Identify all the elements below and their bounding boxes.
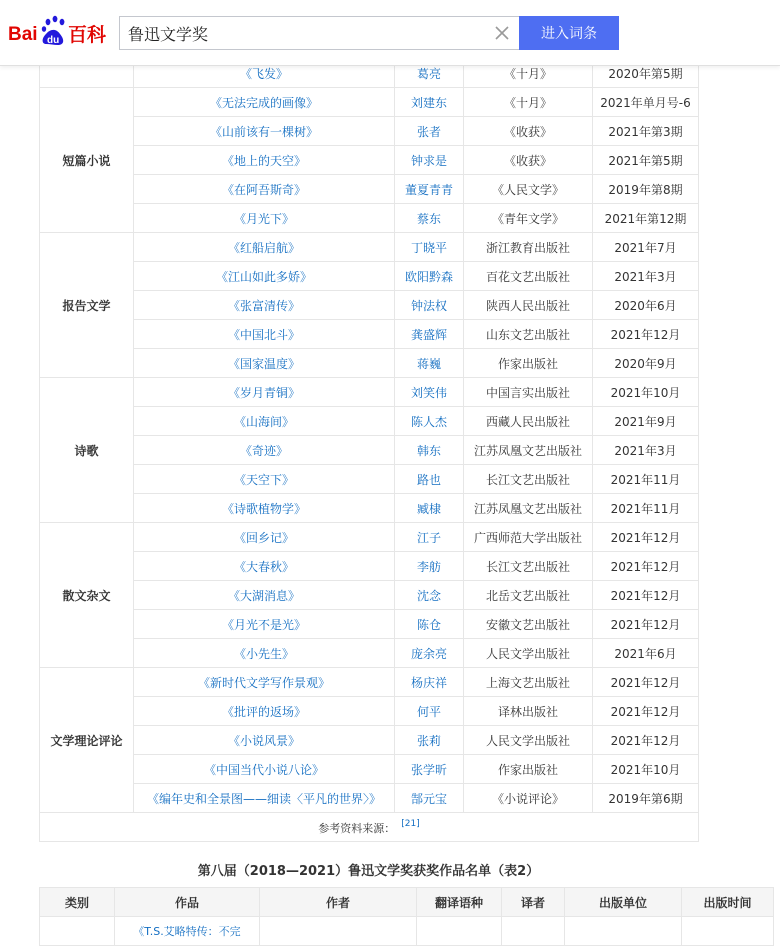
work-link[interactable]: 《批评的返场》 [134,697,395,726]
author-link[interactable]: 江子 [395,523,464,552]
date-cell: 2021年10月 [593,378,699,407]
table-row [40,204,699,233]
category-cell: 短篇小说 [40,88,134,233]
author-link[interactable]: 葛亮 [395,59,464,88]
work-link[interactable]: 《月光下》 [134,204,395,233]
svg-text:Bai: Bai [8,24,38,45]
winners-table-2 [39,887,774,946]
table-row [40,581,699,610]
publisher-cell: 上海文艺出版社 [464,668,593,697]
table-row [40,262,699,291]
work-link[interactable]: 《大春秋》 [134,552,395,581]
date-cell: 2021年11月 [593,494,699,523]
date-cell [682,917,774,946]
baike-logo-icon [8,14,112,52]
author-link[interactable]: 沈念 [395,581,464,610]
date-cell: 2021年3月 [593,262,699,291]
table2-title: 第八届（2018—2021）鲁迅文学奖获奖作品名单（表2） [197,864,540,879]
publisher-cell: 浙江教育出版社 [464,233,593,262]
author-link[interactable]: 刘笑伟 [395,378,464,407]
publisher-cell: 中国言实出版社 [464,378,593,407]
table-row [40,117,699,146]
date-cell: 2021年12月 [593,697,699,726]
table-row [40,175,699,204]
date-cell: 2021年12月 [593,581,699,610]
date-cell: 2021年9月 [593,407,699,436]
work-link[interactable]: 《编年史和全景图——细读〈平凡的世界〉》 [134,784,395,813]
date-cell: 2021年12月 [593,610,699,639]
table-row [40,291,699,320]
author-link[interactable]: 路也 [395,465,464,494]
publisher-cell: 广西师范大学出版社 [464,523,593,552]
author-cell [260,917,417,946]
publisher-cell: 西藏人民出版社 [464,407,593,436]
publisher-cell: 《收获》 [464,146,593,175]
table-row [40,755,699,784]
publisher-cell: 译林出版社 [464,697,593,726]
work-link[interactable]: 《国家温度》 [134,349,395,378]
author-link[interactable]: 钟法权 [395,291,464,320]
publisher-cell: 山东文艺出版社 [464,320,593,349]
table-row [40,552,699,581]
table-row [40,668,699,697]
header-publisher: 出版单位 [565,888,682,917]
baidu-baike-logo[interactable] [8,14,112,52]
enter-entry-button[interactable]: 进入词条 [519,16,619,50]
work-link[interactable]: 《飞发》 [134,59,395,88]
author-link[interactable]: 郜元宝 [395,784,464,813]
header-language: 翻译语种 [417,888,502,917]
table-row [40,465,699,494]
svg-text:百科: 百科 [68,24,107,46]
author-link[interactable]: 蔡东 [395,204,464,233]
winners-table-1 [39,58,699,842]
header-category: 类别 [40,888,115,917]
work-link[interactable]: 《小先生》 [134,639,395,668]
author-link[interactable]: 陈人杰 [395,407,464,436]
top-bar [0,0,780,66]
publisher-cell: 北岳文艺出版社 [464,581,593,610]
table-row [40,726,699,755]
table-row [40,436,699,465]
search-input[interactable] [120,17,488,49]
svg-text:du: du [47,35,60,46]
work-link[interactable]: 《张富清传》 [134,291,395,320]
publisher-cell: 人民文学出版社 [464,726,593,755]
author-link[interactable]: 何平 [395,697,464,726]
table-header-row [40,888,774,917]
table-row [40,639,699,668]
date-cell: 2021年12月 [593,668,699,697]
work-link[interactable]: 《岁月青铜》 [134,378,395,407]
winners-table-1-body [40,59,699,842]
translator-cell [502,917,565,946]
publisher-cell: 《十月》 [464,59,593,88]
work-link[interactable]: 《中国当代小说八论》 [134,755,395,784]
date-cell: 2020年6月 [593,291,699,320]
category-cell [40,917,115,946]
header-date: 出版时间 [682,888,774,917]
work-link[interactable]: 《江山如此多娇》 [134,262,395,291]
author-link[interactable]: 欧阳黔森 [395,262,464,291]
author-link[interactable]: 龚盛辉 [395,320,464,349]
publisher-cell: 《青年文学》 [464,204,593,233]
table-row [40,233,699,262]
work-link[interactable]: 《山前该有一棵树》 [134,117,395,146]
date-cell: 2020年9月 [593,349,699,378]
work-link[interactable]: 《天空下》 [134,465,395,494]
date-cell: 2021年12月 [593,523,699,552]
date-cell: 2021年6月 [593,639,699,668]
work-link[interactable]: 《中国北斗》 [134,320,395,349]
work-link[interactable]: 《地上的天空》 [134,146,395,175]
publisher-cell [565,917,682,946]
table-row [40,523,699,552]
reference-link[interactable]: [21] [401,818,420,829]
table-row [40,917,774,946]
publisher-cell: 《十月》 [464,88,593,117]
publisher-cell: 安徽文艺出版社 [464,610,593,639]
publisher-cell: 陕西人民出版社 [464,291,593,320]
date-cell: 2021年12月 [593,726,699,755]
author-link[interactable]: 张莉 [395,726,464,755]
date-cell: 2021年3月 [593,436,699,465]
date-cell: 2021年7月 [593,233,699,262]
publisher-cell: 百花文艺出版社 [464,262,593,291]
work-link[interactable]: 《月光不是光》 [134,610,395,639]
publisher-cell: 《小说评论》 [464,784,593,813]
author-link[interactable]: 钟求是 [395,146,464,175]
reference-label: 参考资料来源： [318,821,396,835]
author-link[interactable]: 张者 [395,117,464,146]
author-link[interactable]: 丁晓平 [395,233,464,262]
table-row [40,146,699,175]
work-link[interactable]: 《奇迹》 [134,436,395,465]
close-icon[interactable] [492,23,512,43]
author-link[interactable]: 杨庆祥 [395,668,464,697]
date-cell: 2021年12月 [593,320,699,349]
table-row [40,407,699,436]
publisher-cell: 《收获》 [464,117,593,146]
author-link[interactable]: 李舫 [395,552,464,581]
work-link[interactable]: 《回乡记》 [134,523,395,552]
author-link[interactable]: 韩东 [395,436,464,465]
table-row [40,697,699,726]
date-cell: 2019年第6期 [593,784,699,813]
author-link[interactable]: 陈仓 [395,610,464,639]
publisher-cell: 江苏凤凰文艺出版社 [464,436,593,465]
publisher-cell: 作家出版社 [464,349,593,378]
author-link[interactable]: 蒋巍 [395,349,464,378]
header-translator: 译者 [502,888,565,917]
table-row [40,494,699,523]
author-link[interactable]: 董夏青青 [395,175,464,204]
author-link[interactable]: 庞余亮 [395,639,464,668]
search-box [119,16,520,50]
author-link[interactable]: 臧棣 [395,494,464,523]
author-link[interactable]: 张学昕 [395,755,464,784]
table-row [40,378,699,407]
date-cell: 2021年12月 [593,552,699,581]
publisher-cell: 长江文艺出版社 [464,552,593,581]
table-row [40,610,699,639]
date-cell: 2021年10月 [593,755,699,784]
category-cell: 散文杂文 [40,523,134,668]
date-cell: 2021年单月号-6 [593,88,699,117]
publisher-cell: 《人民文学》 [464,175,593,204]
publisher-cell: 人民文学出版社 [464,639,593,668]
work-link[interactable]: 《无法完成的画像》 [134,88,395,117]
work-link[interactable]: 《山海间》 [134,407,395,436]
date-cell: 2020年第5期 [593,59,699,88]
reference-row [40,813,699,842]
author-link[interactable]: 刘建东 [395,88,464,117]
table-row [40,349,699,378]
reference-cell [40,813,699,842]
category-cell: 诗歌 [40,378,134,523]
publisher-cell: 江苏凤凰文艺出版社 [464,494,593,523]
table-row [40,320,699,349]
language-cell [417,917,502,946]
work-link[interactable]: 《诗歌植物学》 [134,494,395,523]
work-link[interactable]: 《新时代文学写作景观》 [134,668,395,697]
work-link[interactable]: 《红船启航》 [134,233,395,262]
date-cell: 2021年11月 [593,465,699,494]
work-link[interactable]: 《在阿吾斯奇》 [134,175,395,204]
work-link[interactable]: 《T.S.艾略特传：不完 [115,917,260,946]
publisher-cell: 作家出版社 [464,755,593,784]
date-cell: 2021年第5期 [593,146,699,175]
work-link[interactable]: 《大湖消息》 [134,581,395,610]
header-work: 作品 [115,888,260,917]
category-cell: 文学理论评论 [40,668,134,813]
date-cell: 2019年第8期 [593,175,699,204]
work-link[interactable]: 《小说风景》 [134,726,395,755]
header-author: 作者 [260,888,417,917]
table-row [40,88,699,117]
date-cell: 2021年第12期 [593,204,699,233]
date-cell: 2021年第3期 [593,117,699,146]
table-row [40,784,699,813]
category-cell: 报告文学 [40,233,134,378]
publisher-cell: 长江文艺出版社 [464,465,593,494]
